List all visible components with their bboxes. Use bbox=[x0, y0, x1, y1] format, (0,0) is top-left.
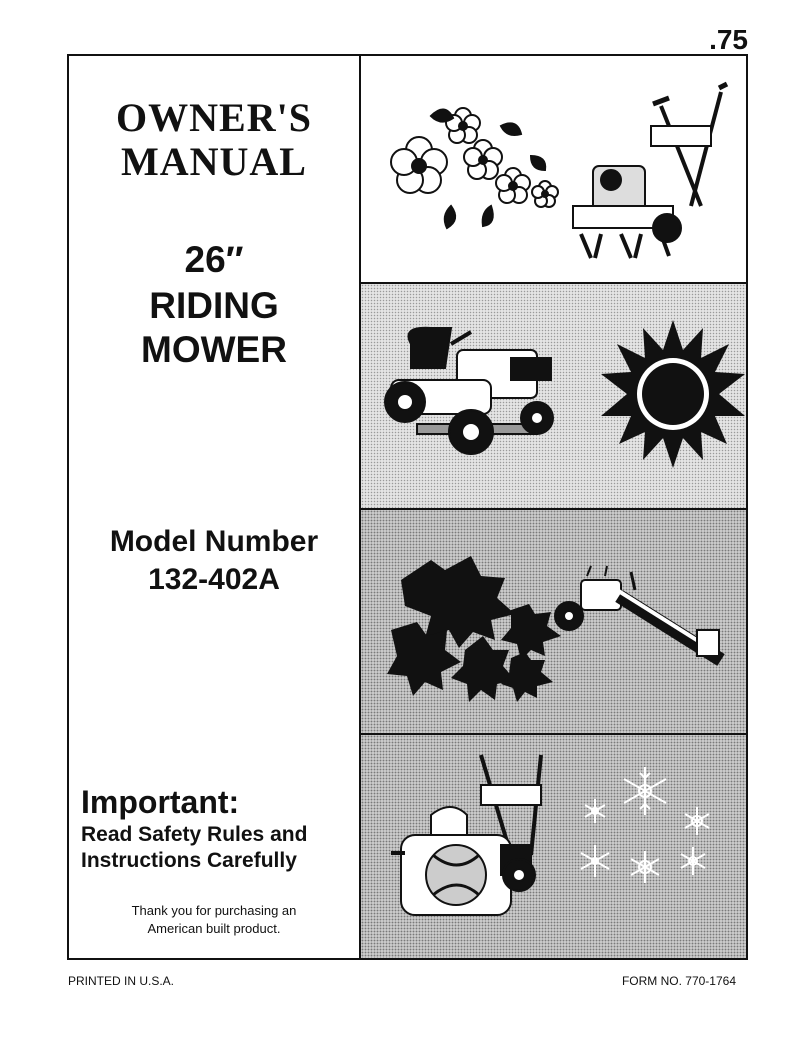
cover-frame bbox=[67, 54, 748, 960]
title-line-2: MANUAL bbox=[121, 139, 307, 184]
product-size: 26″ bbox=[184, 239, 244, 280]
thanks-line-2: American built product. bbox=[147, 921, 281, 936]
tiller-icon bbox=[573, 84, 727, 258]
riding-mower-icon bbox=[385, 328, 553, 454]
log-splitter-icon bbox=[555, 566, 721, 660]
form-number-label: FORM NO. 770-1764 bbox=[621, 974, 736, 988]
printed-in-label: PRINTED IN U.S.A. bbox=[68, 974, 175, 988]
illustration-panel-summer bbox=[361, 284, 746, 510]
product-line-2: MOWER bbox=[141, 329, 287, 370]
leaves-icon bbox=[387, 556, 561, 702]
snow-thrower-icon bbox=[391, 755, 541, 915]
flowers-icon bbox=[391, 108, 558, 228]
important-heading: Important: bbox=[81, 784, 240, 820]
title-line-1: OWNER'S bbox=[116, 95, 312, 140]
product-line-1: RIDING bbox=[149, 285, 279, 326]
thanks-line-1: Thank you for purchasing an bbox=[131, 903, 297, 918]
safety-line-2: Instructions Carefully bbox=[81, 849, 297, 872]
safety-line-1: Read Safety Rules and bbox=[81, 823, 308, 846]
price-label: .75 bbox=[709, 24, 748, 55]
illustration-panel-autumn bbox=[361, 510, 746, 735]
illustration-panel-winter bbox=[361, 735, 746, 958]
text-column bbox=[69, 56, 361, 958]
model-number: 132-402A bbox=[148, 563, 280, 596]
sun-icon bbox=[601, 320, 745, 468]
illustration-panel-spring bbox=[361, 56, 746, 284]
snowflakes-icon bbox=[581, 767, 709, 883]
model-label: Model Number bbox=[109, 525, 319, 558]
